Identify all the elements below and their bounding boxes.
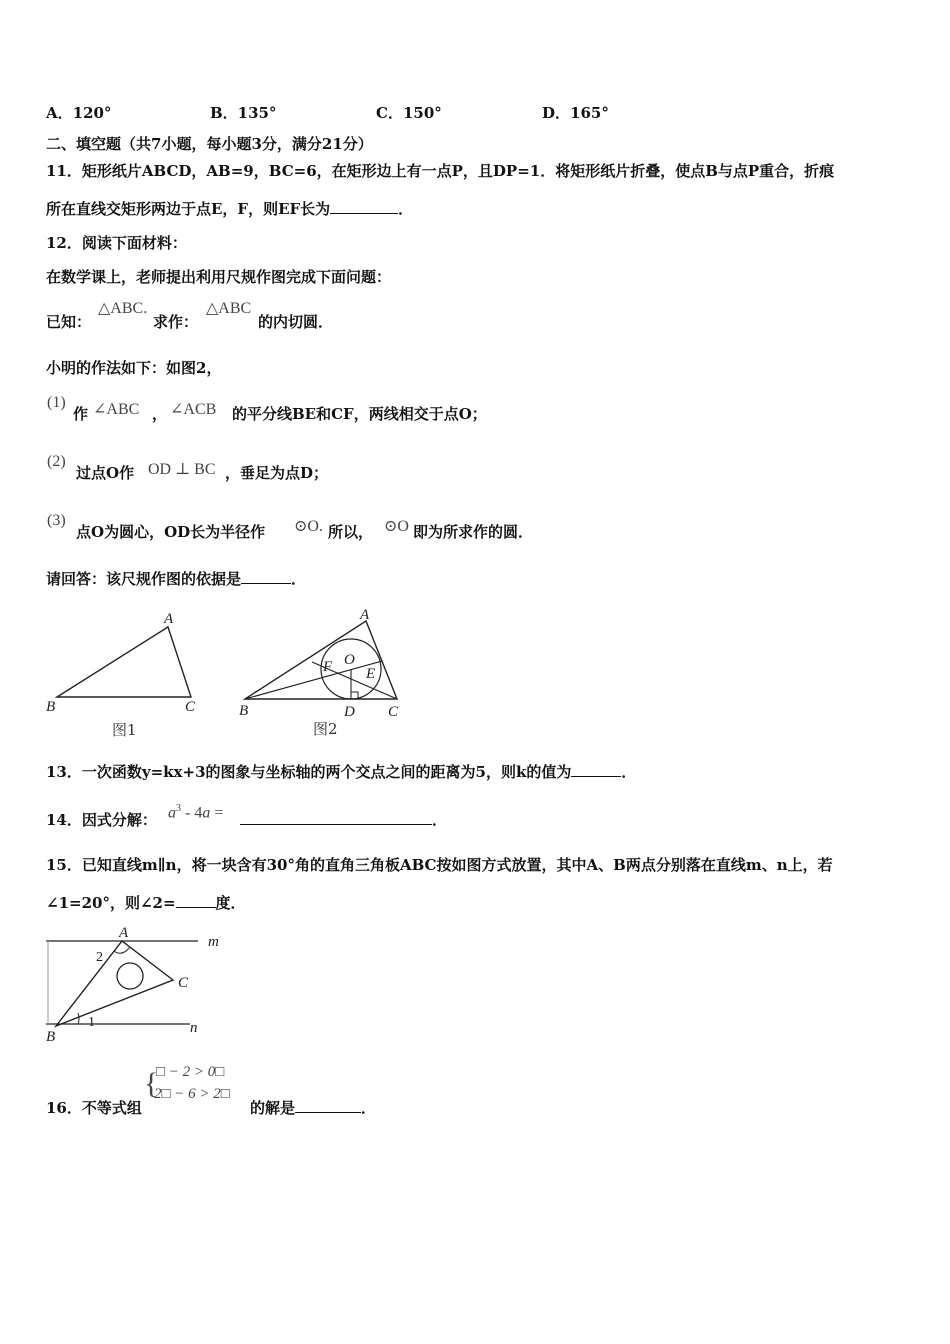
q15-label-c: C [178, 975, 189, 991]
fig2-label-b: B [239, 703, 249, 719]
q11-line1: 11．矩形纸片ABCD，AB=9，BC=6，在矩形边上有一点P，且DP=1．将矩形纸片折叠，使点B与点P重合，折痕 [46, 162, 835, 180]
q11-end: ． [398, 200, 414, 218]
q12-step1-sep: ， [152, 405, 168, 423]
fig2-label-c: C [388, 704, 399, 720]
q14-answer-blank[interactable] [240, 810, 432, 825]
q12-step2-num: (2) [47, 453, 66, 470]
fig1-label-b: B [46, 699, 56, 715]
fig2-label-d: D [344, 704, 355, 720]
q15-label-n: n [190, 1020, 198, 1036]
q15-text: ∠1=20°，则∠2= [46, 894, 176, 912]
q12-step1-num: (1) [47, 394, 66, 411]
choice-a: A．120° [46, 104, 112, 122]
q12-ask-label: 求作： [153, 313, 199, 331]
q12-figure-2 [236, 604, 436, 744]
q12-step3-a: 点O为圆心，OD长为半径作 [76, 523, 266, 541]
choice-b: B．135° [210, 104, 277, 122]
q12-step1-a: 作 [73, 405, 89, 423]
fig1-label-c: C [185, 699, 196, 715]
choice-d: D．165° [542, 104, 609, 122]
q15-label-angle1: 1 [88, 1015, 95, 1030]
q12-answer-prompt: 请回答：该尺规作图的依据是 [46, 570, 242, 588]
fig2-caption: 图2 [313, 720, 338, 738]
q13-line [46, 762, 636, 782]
q12-answer-line [46, 569, 306, 589]
q14-equals: = [210, 804, 224, 822]
q15-line1: 15．已知直线m∥n，将一块含有30°角的直角三角板ABC按如图方式放置，其中A、B两点分别落在直线m、n上，若 [46, 856, 833, 874]
q11-line2 [46, 199, 413, 219]
fig2-bisector-be [245, 661, 382, 699]
q12-known-label: 已知： [46, 313, 92, 331]
q16-ineq1: □ − 2 > 0□ [156, 1064, 225, 1080]
q13-answer-blank[interactable] [571, 762, 621, 777]
q15-line2 [46, 893, 246, 913]
q15-label-b: B [46, 1029, 56, 1045]
fig1-triangle [57, 627, 191, 697]
fig2-label-e: E [366, 666, 376, 682]
q15-figure [40, 925, 240, 1045]
choice-c: C．150° [376, 104, 442, 122]
q14-exponent: 3 [176, 803, 181, 814]
q15-label-angle2: 2 [96, 950, 103, 965]
fig2-label-f: F [323, 659, 333, 675]
q12-step2-b: ，垂足为点D； [225, 464, 329, 482]
q12-answer-blank[interactable] [241, 569, 291, 584]
q11-answer-blank[interactable] [330, 199, 398, 214]
q15-label-m: m [208, 934, 219, 950]
fig1-label-a: A [164, 611, 174, 627]
q16-answer-line [250, 1098, 376, 1118]
fig2-label-o: O [344, 652, 355, 668]
q14-answer-line [240, 810, 447, 830]
q12-step3-m1: ⊙O. [294, 518, 323, 535]
q12-step2-math: OD ⊥ BC [148, 461, 216, 478]
q12-step1-m1: ∠ABC [93, 401, 140, 418]
q16-brace: { [144, 1067, 159, 1100]
q15-label-a: A [119, 925, 129, 941]
q12-answer-end: ． [291, 570, 307, 588]
q14-base: a [168, 804, 176, 822]
q15-end: 度． [215, 894, 246, 912]
q12-title: 12．阅读下面材料： [46, 234, 187, 252]
q13-end: ． [621, 763, 637, 781]
section-title: 二、填空题（共7小题，每小题3分，满分21分） [46, 135, 373, 153]
q12-step1-m2: ∠ACB [170, 401, 217, 418]
q16-after: 的解是 [250, 1099, 296, 1117]
q12-step3-b: 所以， [328, 523, 374, 541]
q16-system [142, 1060, 252, 1106]
q14-expression [168, 799, 223, 823]
fig1-caption: 图1 [112, 721, 137, 739]
q12-figure-1 [40, 605, 260, 745]
q12-known-math: △ABC. [98, 300, 148, 317]
q14-var: a [202, 804, 211, 822]
q16-end: ． [361, 1099, 377, 1117]
q12-step3-num: (3) [47, 512, 66, 529]
q16-ineq2: 2□ − 6 > 2□ [154, 1086, 230, 1102]
q12-intro: 在数学课上，老师提出利用尺规作图完成下面问题： [46, 268, 392, 286]
q11-text: 所在直线交矩形两边于点E，F，则EF长为 [46, 200, 331, 218]
q12-method: 小明的作法如下：如图2， [46, 359, 222, 377]
q15-answer-blank[interactable] [176, 893, 216, 908]
q12-ask-math: △ABC [206, 300, 252, 317]
q13-text: 13．一次函数y=kx+3的图象与坐标轴的两个交点之间的距离为5，则k的值为 [46, 763, 572, 781]
q12-step3-c: 即为所求作的圆． [413, 523, 534, 541]
q14-rest: - 4 [181, 804, 203, 822]
q12-ask-end: 的内切圆． [258, 313, 334, 331]
q14-end: ． [432, 811, 448, 829]
q14-label: 14．因式分解： [46, 811, 157, 829]
triangle-hole [117, 963, 143, 989]
q16-answer-blank[interactable] [295, 1098, 361, 1113]
q12-step2-a: 过点O作 [76, 464, 135, 482]
triangle-abc [56, 941, 173, 1026]
fig2-label-a: A [360, 607, 370, 623]
q12-step1-b: 的平分线BE和CF，两线相交于点O； [232, 405, 487, 423]
q12-step3-m2: ⊙O [384, 518, 409, 535]
q16-label: 16．不等式组 [46, 1099, 142, 1117]
angle-1-arc [78, 1013, 79, 1024]
